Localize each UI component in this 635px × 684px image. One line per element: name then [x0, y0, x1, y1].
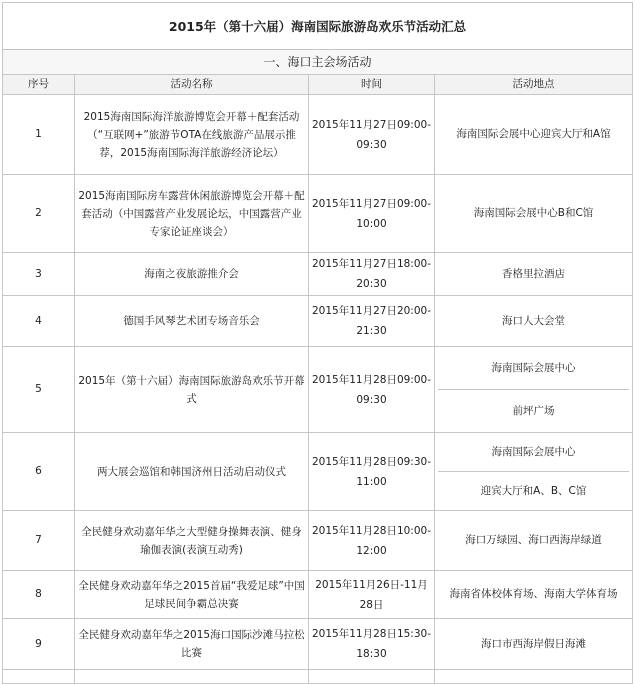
activity-summary-table [2, 2, 633, 684]
row-num: 3 [3, 253, 75, 296]
row-name: 全民健身欢动嘉年华之2015海口国际沙滩马拉松比赛 [75, 619, 309, 670]
row-name: 全民健身欢动嘉年华之大型健身操舞表演、健身瑜伽表演(表演互动秀) [75, 511, 309, 571]
row-num: 9 [3, 619, 75, 670]
row-venue: 香格里拉酒店 [435, 253, 633, 296]
row-num: 8 [3, 571, 75, 619]
row-venue-secondary: 前坪广场 [512, 404, 555, 417]
table-row [3, 347, 633, 433]
row-num: 2 [3, 175, 75, 253]
row-num: 4 [3, 296, 75, 347]
row-time [309, 670, 435, 684]
row-num: 7 [3, 511, 75, 571]
row-name: 2015年（第十六届）海南国际旅游岛欢乐节开幕式 [75, 347, 309, 433]
table-row [3, 433, 633, 511]
row-time: 2015年11月27日18:00-20:30 [309, 253, 435, 296]
row-venue-primary: 海南国际会展中心 [438, 347, 629, 390]
row-venue-secondary: 迎宾大厅和A、B、C馆 [480, 484, 587, 497]
header-time: 时间 [309, 75, 435, 95]
table-row [3, 571, 633, 619]
row-venue [435, 433, 633, 511]
row-num: 1 [3, 95, 75, 175]
header-name: 活动名称 [75, 75, 309, 95]
table-row [3, 296, 633, 347]
row-num: 6 [3, 433, 75, 511]
row-name: 全民健身欢动嘉年华之2015首届“我爱足球”中国足球民间争霸总决赛 [75, 571, 309, 619]
row-venue: 海口市西海岸假日海滩 [435, 619, 633, 670]
row-num [3, 670, 75, 684]
header-row [3, 75, 633, 95]
table-row [3, 175, 633, 253]
row-time: 2015年11月28日09:30-11:00 [309, 433, 435, 511]
row-venue [435, 347, 633, 433]
row-name: 2015海南国际房车露营休闲旅游博览会开幕＋配套活动（中国露营产业发展论坛，中国露营产业专家论证座谈会） [75, 175, 309, 253]
table-row-partial [3, 670, 633, 684]
row-num: 5 [3, 347, 75, 433]
row-name: 两大展会巡馆和韩国济州日活动启动仪式 [75, 433, 309, 511]
header-venue: 活动地点 [435, 75, 633, 95]
row-venue: 海南省体校体育场、海南大学体育场 [435, 571, 633, 619]
row-time: 2015年11月27日20:00-21:30 [309, 296, 435, 347]
table-row [3, 511, 633, 571]
row-venue: 海南国际会展中心迎宾大厅和A馆 [435, 95, 633, 175]
row-time: 2015年11月28日10:00-12:00 [309, 511, 435, 571]
row-name: 海南之夜旅游推介会 [75, 253, 309, 296]
section-heading: 一、海口主会场活动 [3, 50, 633, 75]
row-venue: 海口万绿园、海口西海岸绿道 [435, 511, 633, 571]
row-venue-primary: 海南国际会展中心 [438, 433, 629, 472]
row-time: 2015年11月28日15:30-18:30 [309, 619, 435, 670]
row-name [75, 670, 309, 684]
row-time: 2015年11月27日09:00-10:00 [309, 175, 435, 253]
row-venue [435, 670, 633, 684]
row-venue: 海口人大会堂 [435, 296, 633, 347]
row-time: 2015年11月28日09:00-09:30 [309, 347, 435, 433]
row-name: 2015海南国际海洋旅游博览会开幕＋配套活动（“互联网+”旅游节OTA在线旅游产品展示推荐，2015海南国际海洋旅游经济论坛） [75, 95, 309, 175]
row-time: 2015年11月27日09:00-09:30 [309, 95, 435, 175]
row-venue: 海南国际会展中心B和C馆 [435, 175, 633, 253]
table-title: 2015年（第十六届）海南国际旅游岛欢乐节活动汇总 [3, 3, 633, 50]
table-row [3, 619, 633, 670]
header-num: 序号 [3, 75, 75, 95]
table-row [3, 253, 633, 296]
row-time: 2015年11月26日-11月28日 [309, 571, 435, 619]
row-name: 德国手风琴艺术团专场音乐会 [75, 296, 309, 347]
table-row [3, 95, 633, 175]
